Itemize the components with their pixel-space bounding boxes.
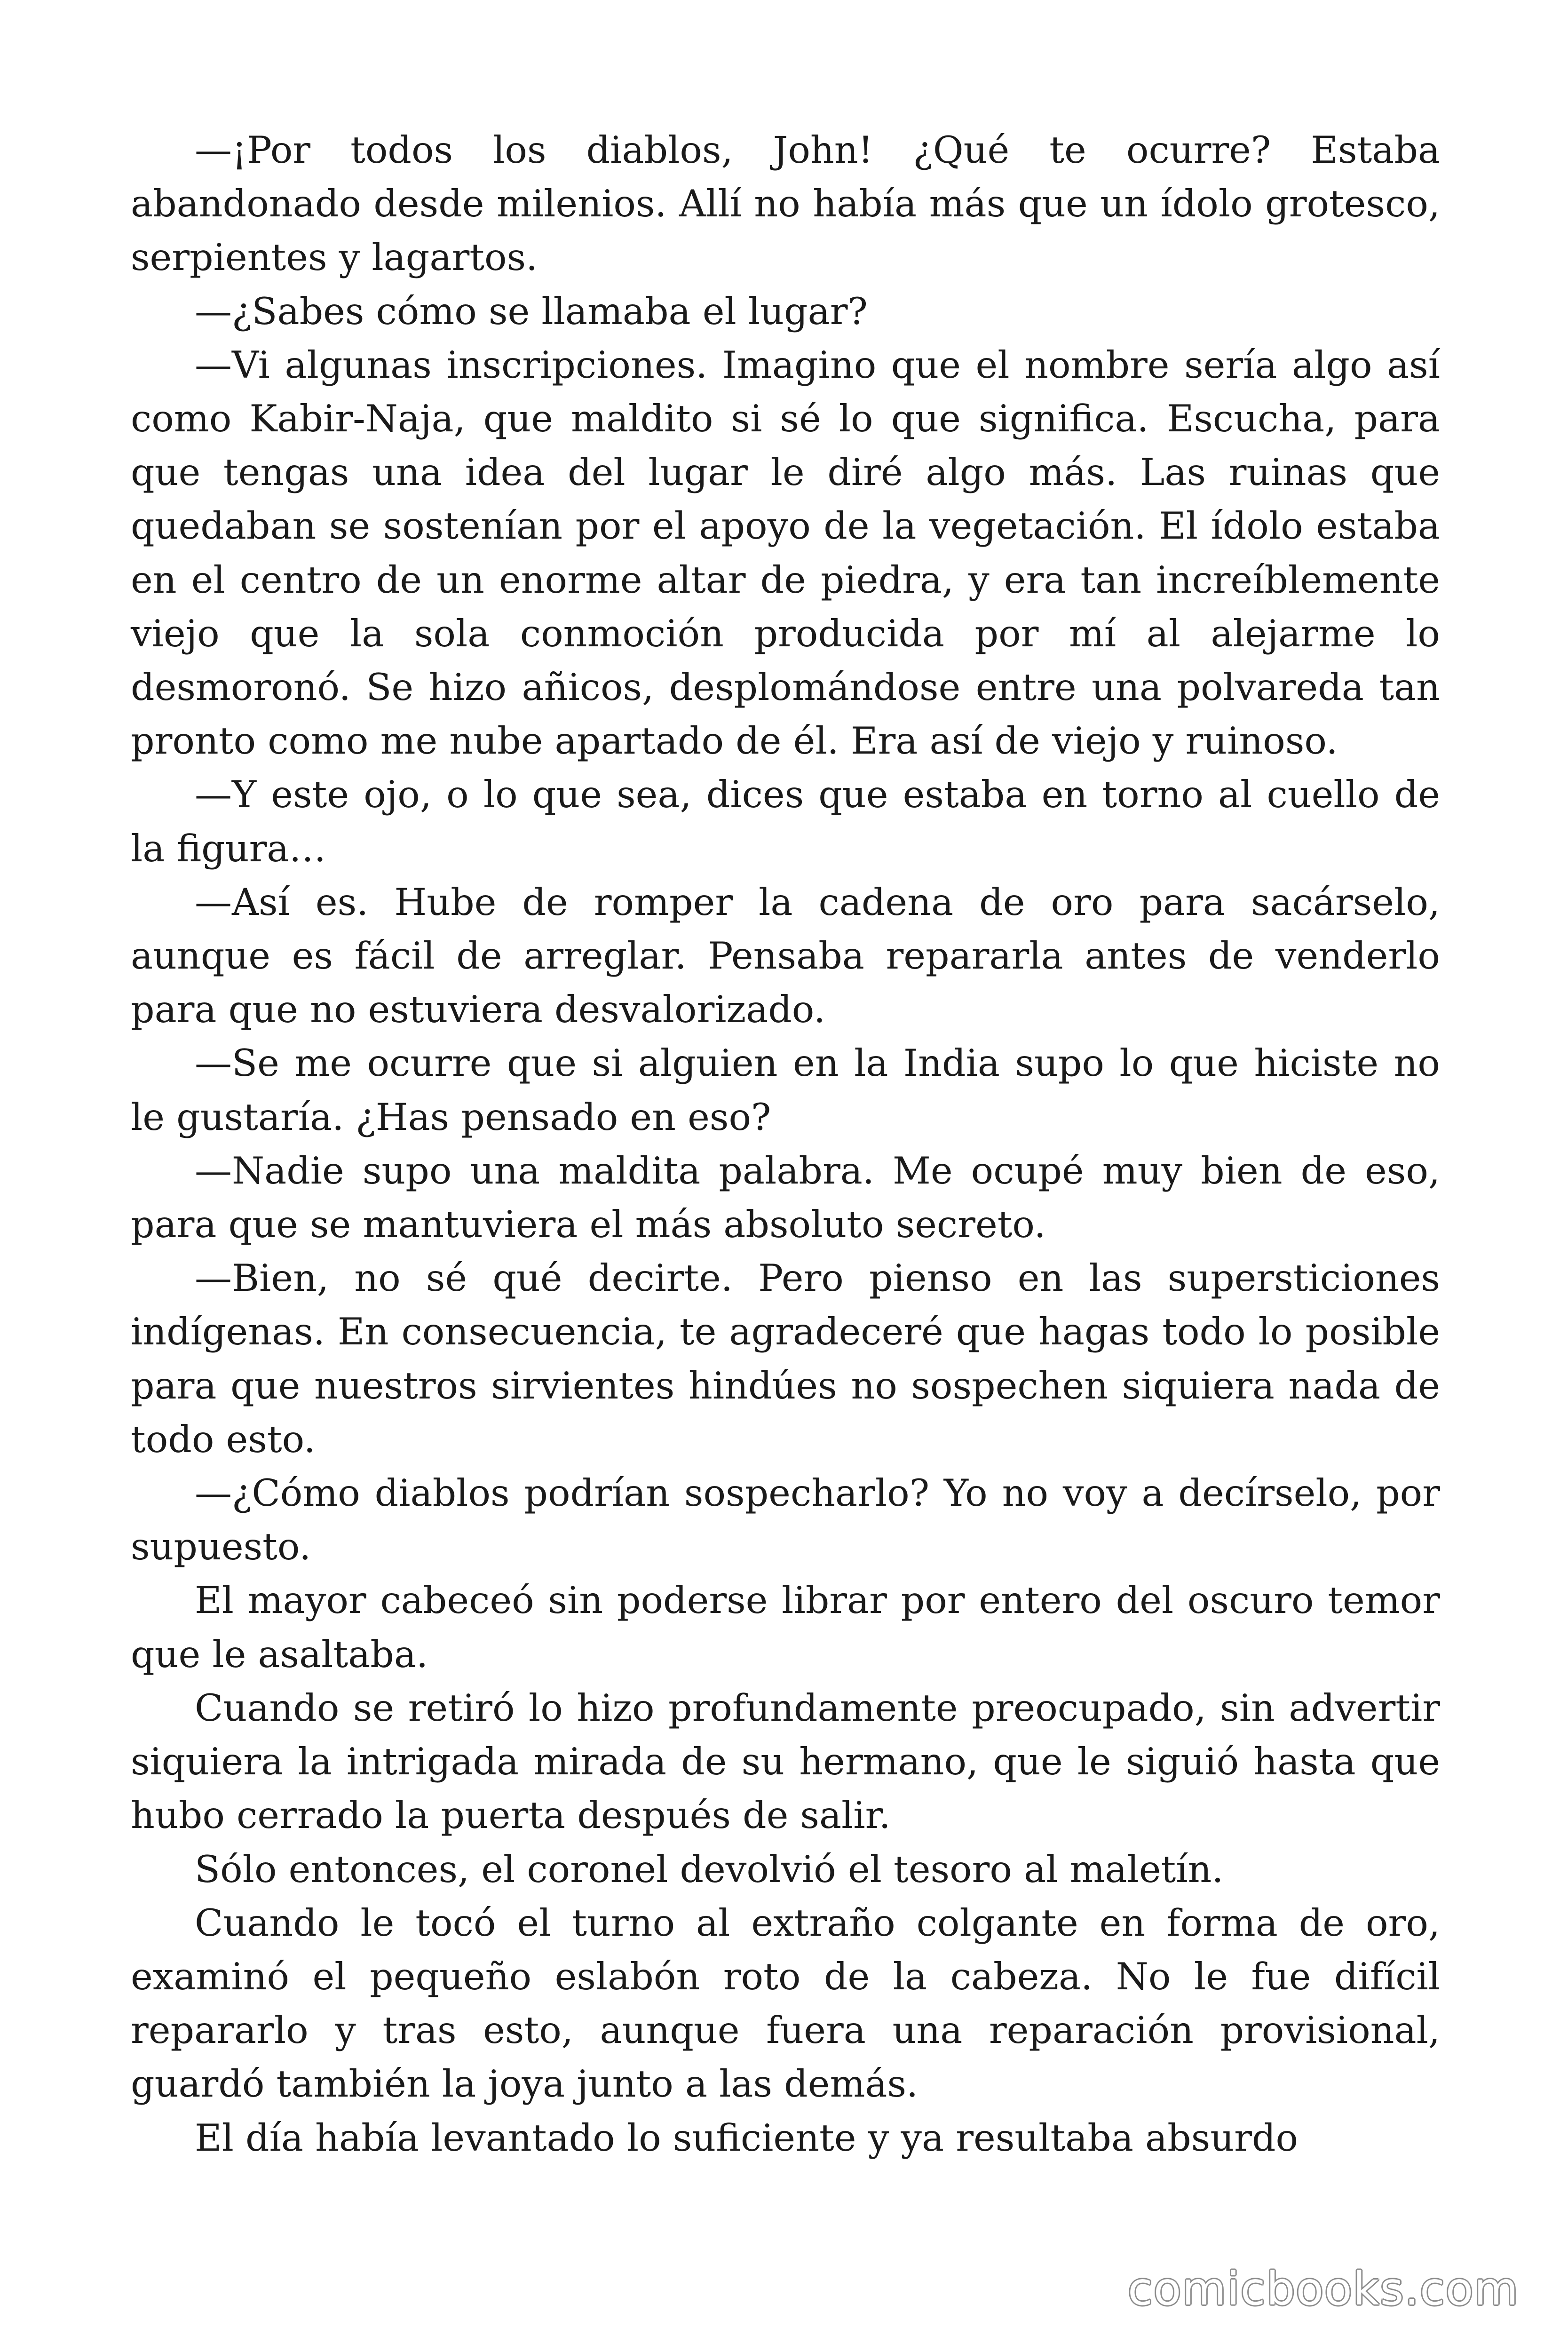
- paragraph: —Vi algunas inscripciones. Imagino que el nombre sería algo así como Kabir-Naja, que maldito si sé lo que significa. Escucha, para que tengas una idea del lugar le diré algo más. Las ruinas que quedaban se sostenían por el apoyo de la vegetación. El ídolo estaba en el centro de un enorme altar de piedra, y era tan increíblemente viejo que la sola conmoción producida por mí al alejarme lo desmoronó. Se hizo añicos, desplomándose entre una polvareda tan pronto como me nube apartado de él. Era así de viejo y ruinoso.: [131, 343, 1440, 763]
- paragraph: Sólo entonces, el coronel devolvió el tesoro al maletín.: [195, 1847, 1224, 1891]
- paragraph: —¡Por todos los diablos, John! ¿Qué te ocurre? Estaba abandonado desde milenios. Allí no había más que un ídolo grotesco, serpientes y lagartos.: [131, 128, 1440, 279]
- body-text: [131, 123, 1440, 2165]
- paragraph: —Nadie supo una maldita palabra. Me ocupé muy bien de eso, para que se mantuviera el más absoluto secreto.: [131, 1149, 1440, 1247]
- paragraph: —¿Cómo diablos podrían sospecharlo? Yo no voy a decírselo, por supuesto.: [131, 1471, 1440, 1569]
- paragraph: El día había levantado lo suficiente y ya resultaba absurdo: [195, 2116, 1299, 2160]
- paragraph: —Y este ojo, o lo que sea, dices que estaba en torno al cuello de la figura…: [131, 773, 1440, 870]
- paragraph: —Se me ocurre que si alguien en la India supo lo que hiciste no le gustaría. ¿Has pensado en eso?: [131, 1041, 1440, 1139]
- paragraph: —¿Sabes cómo se llamaba el lugar?: [195, 289, 868, 333]
- paragraph: El mayor cabeceó sin poderse librar por entero del oscuro temor que le asaltaba.: [131, 1579, 1440, 1676]
- paragraph: —Bien, no sé qué decirte. Pero pienso en las supersticiones indígenas. En consecuencia, te agradeceré que hagas todo lo posible para que nuestros sirvientes hindúes no sospechen siquiera nada de todo esto.: [131, 1256, 1440, 1461]
- paragraph: —Así es. Hube de romper la cadena de oro para sacárselo, aunque es fácil de arreglar. Pensaba repararla antes de venderlo para que no estuviera desvalorizado.: [131, 880, 1440, 1032]
- paragraph: Cuando le tocó el turno al extraño colgante en forma de oro, examinó el pequeño eslabón roto de la cabeza. No le fue difícil repararlo y tras esto, aunque fuera una reparación provisional, guardó también la joya junto a las demás.: [131, 1901, 1440, 2106]
- watermark: comicbooks.com: [1127, 2263, 1519, 2315]
- paragraph: Cuando se retiró lo hizo profundamente preocupado, sin advertir siquiera la intrigada mirada de su hermano, que le siguió hasta que hubo cerrado la puerta después de salir.: [131, 1686, 1440, 1837]
